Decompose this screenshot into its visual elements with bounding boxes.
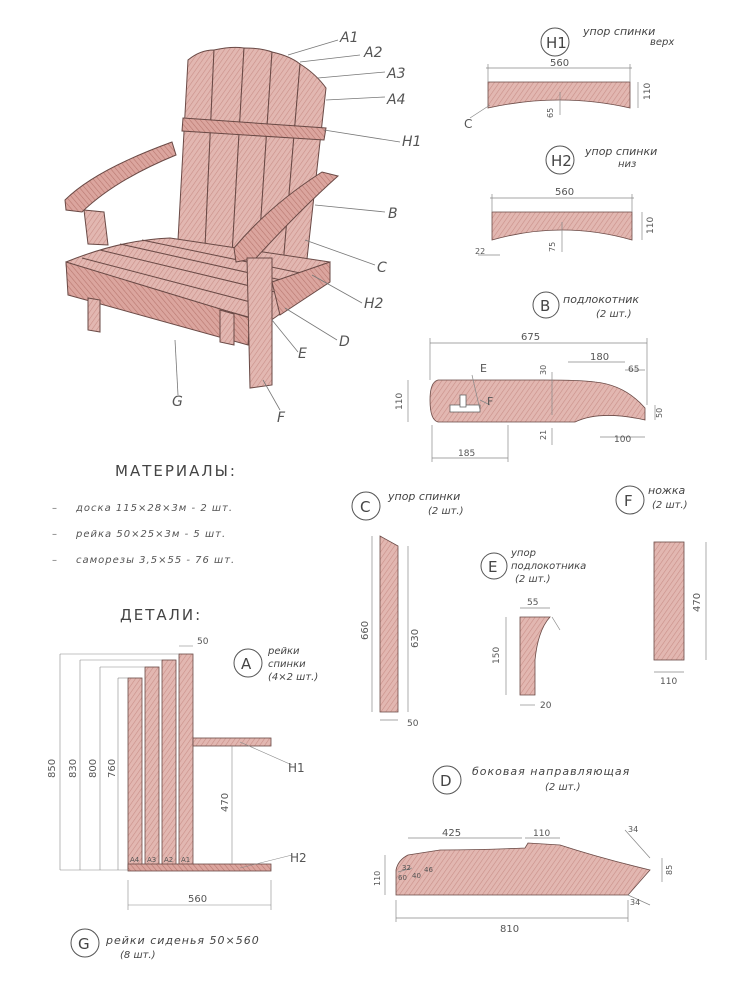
f-dim-110: 110 [660,677,678,687]
materials-dash: – [52,503,57,514]
h2-letter: H2 [551,152,572,170]
a-label-h1: H1 [288,761,305,775]
d-title: боковая направляющая [472,765,631,778]
h2-title: упор спинки [585,145,658,158]
chair-label-d: D [339,334,350,350]
b-dim-30: 30 [539,364,548,375]
a-title2: спинки [268,659,306,670]
h1-dim-height: 110 [643,82,653,100]
d-dim-85: 85 [665,864,674,875]
part-b [395,292,664,462]
a-slat-a1 [179,654,193,870]
a-dim-800: 800 [88,758,99,778]
g-title2: (8 шт.) [120,950,156,961]
a-dim-760: 760 [107,758,118,778]
chair-illustration [65,47,338,388]
c-dim-50: 50 [407,719,419,729]
a-dim-560: 560 [188,894,208,905]
d-title2: (2 шт.) [545,782,581,793]
a-dim-50: 50 [197,637,209,647]
a-rail-h2 [128,864,271,871]
b-dim-110: 110 [395,392,405,410]
a-title: рейки [268,646,300,657]
f-letter: F [624,492,633,510]
d-dim-40: 40 [412,872,421,880]
chair-label-h1: H1 [402,134,422,150]
e-dim-150: 150 [492,646,502,664]
b-dim-180: 180 [590,352,610,363]
e-title2: подлокотника [511,561,587,572]
chair-label-g: G [172,394,183,410]
b-bracket-post [460,395,466,407]
part-f [616,484,706,687]
materials-dash: – [52,529,57,540]
a-slat-label: A1 [181,856,191,864]
b-title: подлокотник [563,293,640,306]
materials-item: рейка 50×25×3м - 5 шт. [76,529,227,540]
part-h2 [475,145,657,256]
chair-label-c: C [377,260,387,276]
d-dim-110: 110 [533,829,551,839]
chair-label-a4: A4 [387,92,406,108]
d-dim-34a: 34 [628,825,639,834]
materials-item: саморезы 3,5×55 - 76 шт. [76,555,236,566]
h1-dim-width: 560 [550,58,570,69]
d-dim-425: 425 [442,828,462,839]
a-dim-470: 470 [220,792,231,812]
right-front-leg [247,258,272,388]
b-label-e: E [480,362,487,375]
a-dim-830: 830 [68,758,79,778]
d-dim-810: 810 [500,924,520,935]
chair-label-a2: A2 [364,45,383,61]
b-dim-185: 185 [458,449,476,459]
e-title: упор [511,548,536,559]
materials-section [52,462,237,566]
d-shape [396,843,650,895]
materials-dash: – [52,555,57,566]
h2-dim-width: 560 [555,187,575,198]
h2-dim-small: 22 [475,247,486,256]
chair-label-e: E [298,346,307,362]
h1-title2: верх [650,37,675,48]
b-dim-21: 21 [539,429,548,440]
chair-label-a1: A1 [340,30,359,46]
a-title3: (4×2 шт.) [268,672,319,683]
e-dim-20: 20 [540,701,552,711]
f-shape [654,542,684,660]
a-rail-h1 [193,738,271,746]
part-h1 [464,25,674,131]
a-slat-label: A3 [147,856,157,864]
d-dim-34b: 34 [630,898,641,907]
a-slat-a3 [145,667,159,870]
part-c [352,490,464,729]
e-title3: (2 шт.) [515,574,551,585]
a-slat-label: A4 [130,856,140,864]
e-letter: E [488,558,498,576]
d-dim-46: 46 [424,866,433,874]
b-label-f: F [487,395,494,408]
b-title2: (2 шт.) [596,309,632,320]
chair-label-b: B [388,206,398,222]
b-dim-65: 65 [628,365,640,375]
part-e [481,548,586,711]
back-leg [220,310,234,345]
left-front-leg [84,210,108,245]
h1-shape [488,82,630,108]
g-letter: G [78,935,90,953]
h1-letter: H1 [546,34,567,52]
left-armrest [65,142,176,212]
a-slat-a4 [128,678,142,870]
e-dim-55: 55 [527,598,539,608]
c-dim-630: 630 [410,628,421,648]
c-letter: C [360,498,371,516]
materials-item: доска 115×28×3м - 2 шт. [76,503,234,514]
d-dim-32: 32 [402,864,411,872]
a-label-h2: H2 [290,851,307,865]
a-dim-850: 850 [47,758,58,778]
a-slat-label: A2 [164,856,174,864]
c-title2: (2 шт.) [428,506,464,517]
b-dim-total: 675 [521,332,541,343]
details-title: ДЕТАЛИ: [120,606,203,624]
back-leg [88,298,100,332]
h2-dim-mid: 75 [548,241,557,252]
a-slat-a2 [162,660,176,870]
e-shape [520,617,550,695]
d-dim-60: 60 [398,874,407,882]
b-letter: B [540,297,551,315]
h1-callout: C [464,117,473,131]
f-title2: (2 шт.) [652,500,688,511]
h1-dim-mid: 65 [546,107,555,118]
f-dim-470: 470 [692,592,703,612]
chair-label-h2: H2 [364,296,384,312]
b-dim-50: 50 [655,407,664,418]
a-letter: A [241,655,252,673]
part-d [373,765,674,935]
g-title: рейки сиденья 50×560 [106,934,260,947]
c-dim-660: 660 [360,620,371,640]
chair-label-f: F [277,410,286,426]
materials-title: МАТЕРИАЛЫ: [115,462,237,480]
d-dim-110h: 110 [373,870,382,886]
part-a [47,606,318,910]
chair-label-a3: A3 [387,66,406,82]
h1-title: упор спинки [583,25,656,38]
b-dim-100: 100 [614,435,632,445]
h2-dim-height: 110 [646,216,656,234]
c-shape [380,536,398,712]
part-g [71,929,260,961]
c-title: упор спинки [388,490,461,503]
d-letter: D [440,772,452,790]
f-title: ножка [648,484,686,497]
h2-title2: низ [618,159,637,170]
